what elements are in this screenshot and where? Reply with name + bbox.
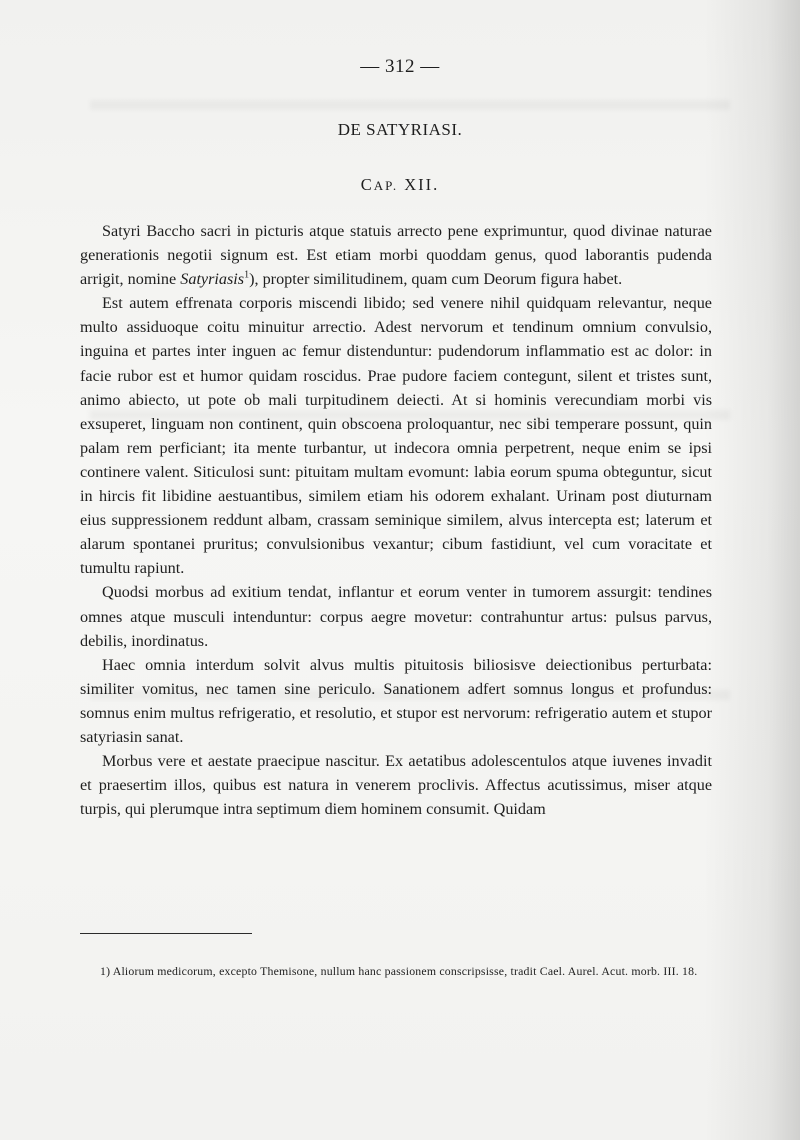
paragraph-1-text-a: Satyri Baccho sacri in picturis atque statuis arrecto pene exprimuntur, quod divinae naturae generationis negotii signum est. Est etiam morbi quoddam genus, quod laborantis pudenda arrigit, nomine [80, 222, 712, 289]
paragraph-3: Quodsi morbus ad exitium tendat, inflantur et eorum venter in tumorem assurgit: tendines omnes atque musculi intenduntur: corpus aegre movetur: contrahuntur artus: pulsus parvus, debilis, inordinatus. [80, 583, 712, 650]
paragraph-5: Morbus vere et aestate praecipue nascitur. Ex aetatibus adolescentulos atque iuvenes invadit et praesertim illos, quibus est natura in venerem proclivis. Affectus acutissimus, miser atque turpis, qui plerumque intra septimum diem hominem consumit. Quidam [80, 752, 712, 819]
chapter-number: XII. [404, 175, 440, 194]
chapter-prefix-smallcaps: AP. [373, 178, 399, 193]
chapter-heading [0, 175, 800, 195]
bleed-through [90, 100, 730, 110]
paragraph-2: Est autem effrenata corporis miscendi libido; sed venere nihil quidquam relevantur, neque multo assiduoque coitu minuitur arrectio. Adest nervorum et tendinum omnium convulsio, inguina et partes inter inguen ac femur distenduntur: pudendorum inflammatio est ac dolor: in facie rubor est et humor quidam roscidus. Prae pudore faciem contegunt, silent et tristes sunt, animo abiecto, ut pote ob mali turpitudinem deiecti. At si hominis verecundiam morbi vis exsuperet, linguam non continent, quin obscoena proloquantur, nec sibi temperare possunt, quin palam rem perficiant; ita mente turbantur, ut indecora omnia perpetrent, neque enim se ipsi continere valent. Siticulosi sunt: pituitam multam evomunt: labia eorum spuma obteguntur, sicut in hircis fit libidine aestuantibus, similem etiam his odorem exhalant. Urinam post diuturnam eius suppressionem reddunt albam, crassam seminique similem, alvus intercepta est; laterum et alarum spontanei pruritus; convulsionibus vexantur; cibum fastidiunt, vel cum voracitate et tumultu rapiunt. [80, 294, 712, 578]
footnote-marker: 1 [244, 269, 250, 281]
paragraph-1 [80, 219, 712, 291]
paragraph-1-text-b: ), propter similitudinem, quam cum Deorum figura habet. [249, 270, 623, 289]
page-number: — 312 — [360, 56, 440, 77]
body-text [80, 219, 712, 821]
chapter-prefix: C [360, 175, 374, 194]
term-satyriasis: Satyriasis [180, 270, 245, 289]
footnote-rule [80, 933, 252, 934]
paragraph-4: Haec omnia interdum solvit alvus multis pituitosis biliosisve deiectionibus perturbata: similiter vomitus, nec tamen sine periculo. Sanationem adfert somnus longus et profundus: somnus enim multus refrigeratio, et resolutio, et stupor est nervorum: refrigeratio autem et stupor satyriasin sanat. [80, 655, 712, 746]
section-heading: DE SATYRIASI. [337, 120, 463, 139]
footnote: 1) Aliorum medicorum, excepto Themisone, nullum hanc passionem conscripsisse, tradit Cael. Aurel. Acut. morb. III. 18. [100, 964, 698, 978]
